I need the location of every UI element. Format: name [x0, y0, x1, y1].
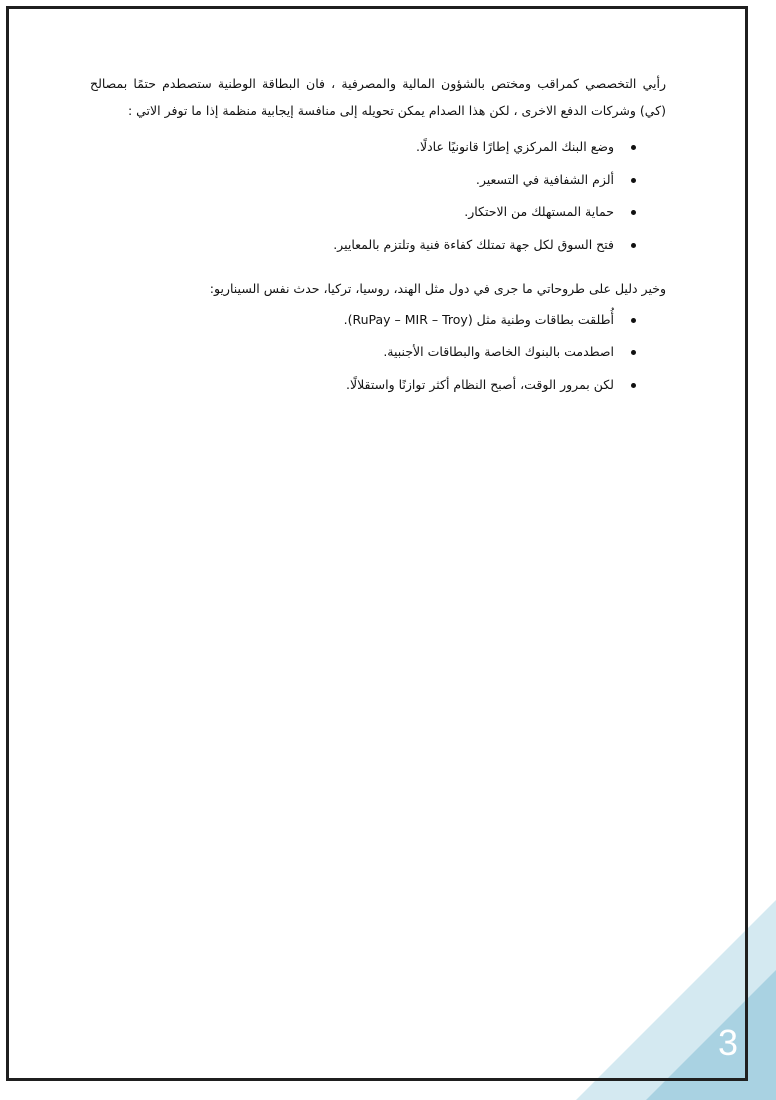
evidence-list — [90, 312, 666, 393]
list-item-text: فتح السوق لكل جهة تمتلك كفاءة فنية وتلتزم بالمعايير. — [333, 236, 614, 252]
corner-triangle-decoration — [576, 900, 776, 1100]
bullet-icon — [631, 178, 636, 183]
list-item — [90, 172, 636, 188]
list-item-text: اصطدمت بالبنوك الخاصة والبطاقات الأجنبية. — [383, 344, 614, 359]
list-item-text: أُطلقت بطاقات وطنية مثل (RuPay – MIR – Troy). — [343, 311, 614, 327]
list-item — [90, 139, 636, 155]
intro-paragraph: رأيي التخصصي كمراقب ومختص بالشؤون المالية والمصرفية ، فان البطاقة الوطنية ستصطدم حتمًا بمصالح (كي) وشركات الدفع الاخرى ، لكن هذا الصدام يمكن تحويله إلى منافسة إيجابية منظمة إذا ما توفر الاتي : — [90, 76, 666, 118]
list-item — [90, 312, 636, 328]
document-body — [90, 70, 666, 409]
list-item-text: حماية المستهلك من الاحتكار. — [464, 204, 614, 219]
list-item — [90, 204, 636, 220]
bullet-icon — [631, 318, 636, 323]
list-item — [90, 237, 636, 253]
bullet-icon — [631, 383, 636, 388]
list-item-text: لكن بمرور الوقت، أصبح النظام أكثر توازنًا واستقلالًا. — [346, 376, 614, 392]
list-item-text: وضع البنك المركزي إطارًا قانونيًا عادلًا. — [415, 139, 614, 154]
page-number: 3 — [717, 1022, 738, 1063]
list-item — [90, 344, 636, 360]
bullet-icon — [631, 210, 636, 215]
bullet-icon — [631, 145, 636, 150]
conditions-list — [90, 139, 666, 253]
bullet-icon — [631, 350, 636, 355]
list-item-text: ألزم الشفافية في التسعير. — [475, 171, 614, 187]
evidence-paragraph: وخير دليل على طروحاتي ما جرى في دول مثل الهند، روسيا، تركيا، حدث نفس السيناريو: — [209, 280, 666, 296]
list-item — [90, 377, 636, 393]
bullet-icon — [631, 243, 636, 248]
